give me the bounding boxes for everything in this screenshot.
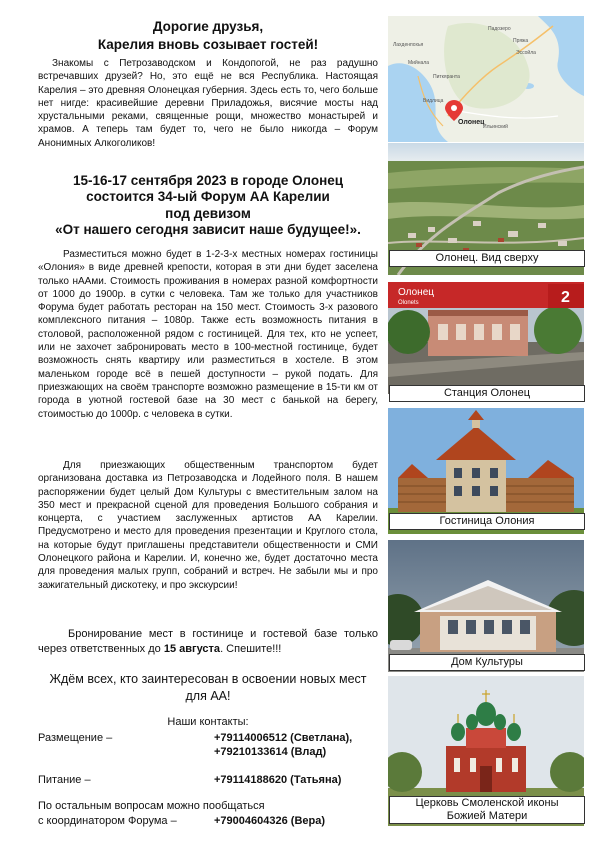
culture-house-photo xyxy=(388,540,584,672)
lodging-phone-2[interactable]: +79210133614 (Влад) xyxy=(214,746,327,758)
station-photo xyxy=(388,282,584,394)
map-city-label: Олонец xyxy=(458,119,485,126)
church-caption-line2: Божией Матери xyxy=(446,810,528,822)
map-town-label: Пряжа xyxy=(513,38,529,44)
region-map xyxy=(388,16,584,142)
lodging-label: Размещение – xyxy=(38,732,113,744)
map-town-label: Питкяранта xyxy=(433,74,460,80)
coordinator-phone[interactable]: +79004604326 (Вера) xyxy=(214,815,325,827)
food-label: Питание – xyxy=(38,774,91,786)
event-line2: состоится 34-ый Форум АА Карелии xyxy=(86,189,330,205)
event-line3: под девизом xyxy=(165,205,251,221)
booking-tail: . Спешите!!! xyxy=(220,643,282,655)
lodging-paragraph: Разместиться можно будет в 1-2-3-х местных номерах гостиницы «Олония» в виде древней крепости, которая в эти дни будет заселена только нААми. Стоимость проживания в номерах разной комфортности от 1000 до 1900р. в сутки с человека. Там же только для участников Форума будет работать ресторан на 150 мест. Стоимость 3-х разового комплексного питания – 1080р. Также есть возможность питания в столовой, расположенной рядом с гостиницей. Для тех, кто не успеет, или не захочет забронировать место в 100-местной гостинице, будет возможность снять квартиру или разместиться в хостеле. В этом маленьком городе всё в пешей доступности – рукой подать. Для приезжающих на своём транспорте возможно размещение в 15-ти км от города в уютной гостевой базе на 30 мест с банькой на берегу, стоимостью до 1000р. с человека в сутки. xyxy=(38,249,378,420)
invitation: Ждём всех, кто заинтересован в освоении новых мест для АА! xyxy=(49,672,367,703)
heading xyxy=(38,18,378,54)
intro-paragraph: Знакомы с Петрозаводском и Кондопогой, не раз радушно встречавших друзей? Но, это ещё не вся Республика. Настоящая Карелия – это древняя Олонецкая губерния. Здесь есть то, чего больше нет нигде: красивейшие деревни Приладожья, висячие мосты над хрустальными реками, священные рощи, множество монастырей и храмов. А теперь там будет то, чего не было никогда – Форум Анонимных Алкоголиков! xyxy=(38,58,378,149)
other-line1: По остальным вопросам можно пообщаться xyxy=(38,800,265,812)
lodging-phone-1[interactable]: +79114006512 (Светлана), xyxy=(214,732,353,744)
station-sign-platform: 2 xyxy=(561,289,570,306)
booking-deadline: 15 августа xyxy=(163,643,221,655)
booking-text: Бронирование мест в гостинице и гостевой базе только через ответственных до xyxy=(38,628,378,655)
other-line2: с координатором Форума – xyxy=(38,815,177,827)
culture-house-caption: Дом Культуры xyxy=(389,654,585,671)
map-town-label: Мийнала xyxy=(408,60,429,66)
event-line1: 15-16-17 сентября 2023 в городе Олонец xyxy=(72,173,344,188)
transport-paragraph: Для приезжающих общественным транспортом будет организована доставка из Петрозаводска и Лодейного поля. В нашем распоряжении будет целый Дом Культуры с вместительным залом на 350 мест и прекрасной сценой для проведения Большого собрания и концерта, с участием заслуженных артистов АА Карелии. Предусмотрено и место для проведения презентации и Круглого стола, на которые будут приглашены представители общественности и СМИ Олонецкого района и Карелии. И, конечно же, будет достаточно места для проведения малых групп, собраний и встреч. Не забыли мы и про зажигательный дискотеку, и про экскурсии! xyxy=(38,460,378,591)
event-announcement xyxy=(38,173,378,238)
map-town-label: Эссойла xyxy=(516,50,536,56)
hotel-caption: Гостиница Олония xyxy=(389,513,585,530)
station-sign-name: Олонец xyxy=(398,287,434,298)
map-town-label: Лахденпохья xyxy=(393,42,424,48)
station-sign-latin: Olonets xyxy=(398,300,419,306)
map-town-label: Падозеро xyxy=(488,26,511,32)
heading-line1: Дорогие друзья, xyxy=(152,19,264,34)
map-town-label: Видлица xyxy=(423,98,444,104)
event-line4: «От нашего сегодня зависит наше будущее!». xyxy=(55,221,361,237)
contacts-title: Наши контакты: xyxy=(167,716,249,728)
aerial-caption: Олонец. Вид сверху xyxy=(389,250,585,267)
map-town-label: Ильинский xyxy=(483,124,508,130)
station-caption: Станция Олонец xyxy=(389,385,585,402)
heading-line2: Карелия вновь созывает гостей! xyxy=(97,37,319,52)
church-caption-line1: Церковь Смоленской иконы xyxy=(415,797,559,809)
food-phone[interactable]: +79114188620 (Татьяна) xyxy=(214,774,342,786)
booking-paragraph xyxy=(38,627,378,657)
church-caption xyxy=(389,796,585,824)
